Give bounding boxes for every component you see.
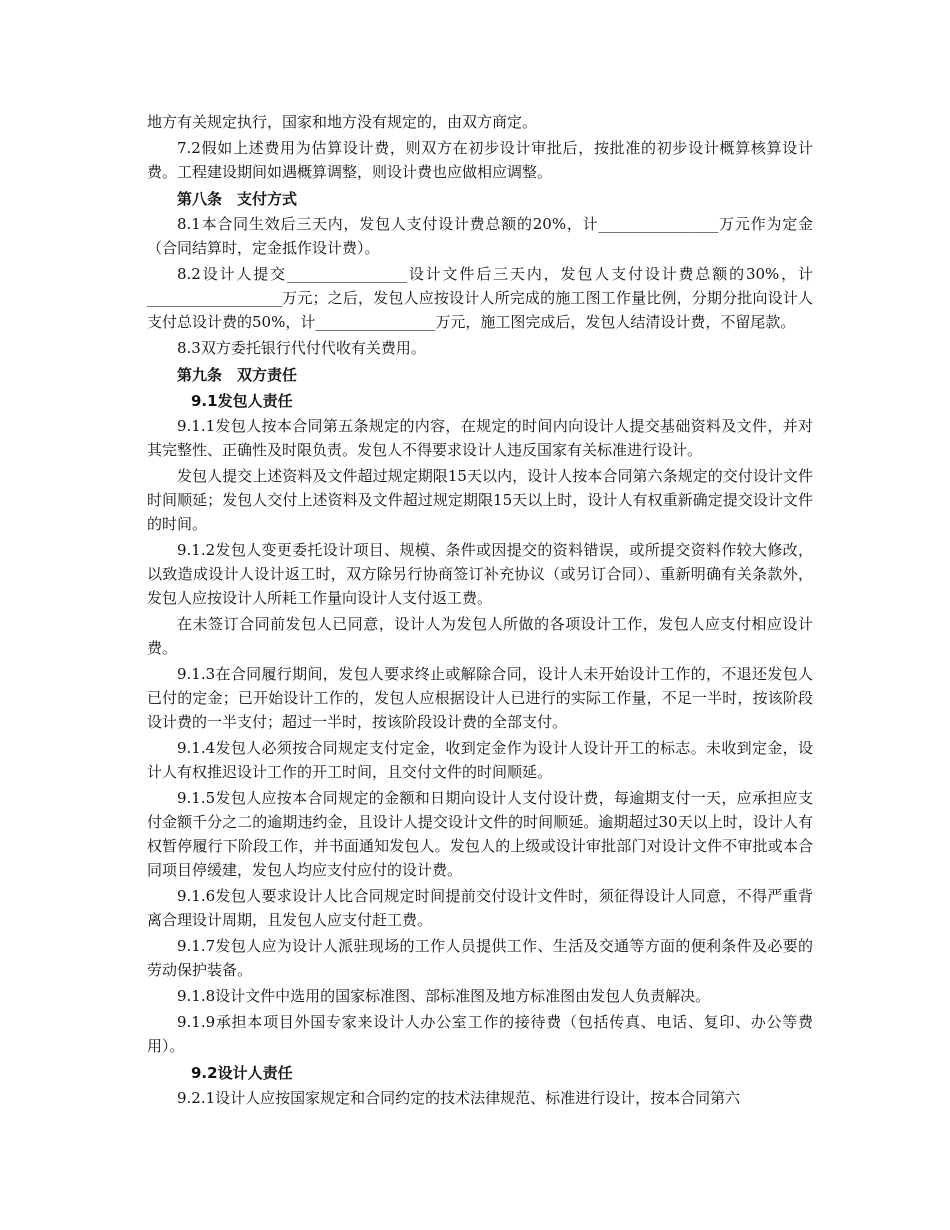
document-body xyxy=(147,110,813,1112)
paragraph-9-1-7: 9.1.7发包人应为设计人派驻现场的工作人员提供工作、生活及交通等方面的便利条件及必要的劳动保护装备。 xyxy=(147,937,813,979)
heading-article-9: 第九条 双方责任 xyxy=(177,366,298,384)
heading-9-1: 9.1发包人责任 xyxy=(191,392,293,410)
paragraph-8-3: 8.3双方委托银行代付代收有关费用。 xyxy=(177,339,426,357)
paragraph-9-1-1: 9.1.1发包人按本合同第五条规定的内容，在规定的时间内向设计人提交基础资料及文件，并对其完整性、正确性及时限负责。发包人不得要求设计人违反国家有关标准进行设计。 xyxy=(147,417,813,459)
heading-article-8: 第八条 支付方式 xyxy=(177,190,298,208)
paragraph-9-1-2: 9.1.2发包人变更委托设计项目、规模、条件或因提交的资料错误，或所提交资料作较大修改，以致造成设计人设计返工时，双方除另行协商签订补充协议（或另订合同）、重新明确有关条款外，发包人应按设计人所耗工作量向设计人支付返工费。 xyxy=(147,541,813,607)
paragraph-9-1-5: 9.1.5发包人应按本合同规定的金额和日期向设计人支付设计费，每逾期支付一天，应承担应支付金额千分之二的逾期违约金，且设计人提交设计文件的时间顺延。逾期超过30天以上时，设计人有权暂停履行下阶段工作，并书面通知发包人。发包人的上级或设计审批部门对设计文件不审批或本合同项目停缓建，发包人均应支付应付的设计费。 xyxy=(147,789,813,879)
paragraph-7-1-continuation: 地方有关规定执行，国家和地方没有规定的，由双方商定。 xyxy=(147,113,538,131)
paragraph-8-1: 8.1本合同生效后三天内，发包人支付设计费总额的20%，计________________万元作为定金（合同结算时，定金抵作设计费）。 xyxy=(147,215,813,257)
heading-9-2: 9.2设计人责任 xyxy=(191,1064,293,1082)
paragraph-9-1-9: 9.1.9承担本项目外国专家来设计人办公室工作的接待费（包括传真、电话、复印、办公等费用）。 xyxy=(147,1013,813,1055)
paragraph-8-2: 8.2设计人提交________________设计文件后三天内，发包人支付设计费总额的30%，计__________________万元；之后，发包人应按设计人所完成的施工图工作量比例，分期分批向设计人支付总设计费的50%，计________________万元，施工图完成后，发包人结清设计费，不留尾款。 xyxy=(147,265,813,331)
paragraph-7-2: 7.2假如上述费用为估算设计费，则双方在初步设计审批后，按批准的初步设计概算核算设计费。工程建设期间如遇概算调整，则设计费也应做相应调整。 xyxy=(147,139,813,181)
paragraph-9-1-4: 9.1.4发包人必须按合同规定支付定金，收到定金作为设计人设计开工的标志。未收到定金，设计人有权推迟设计工作的开工时间，且交付文件的时间顺延。 xyxy=(147,739,813,781)
paragraph-9-1-8: 9.1.8设计文件中选用的国家标准图、部标准图及地方标准图由发包人负责解决。 xyxy=(177,987,711,1005)
paragraph-9-2-1: 9.2.1设计人应按国家规定和合同约定的技术法律规范、标准进行设计，按本合同第六 xyxy=(177,1089,741,1107)
paragraph-9-1-6: 9.1.6发包人要求设计人比合同规定时间提前交付设计文件时，须征得设计人同意，不得严重背离合理设计周期，且发包人应支付赶工费。 xyxy=(147,887,813,929)
paragraph-9-1-2-b: 在未签订合同前发包人已同意，设计人为发包人所做的各项设计工作，发包人应支付相应设计费。 xyxy=(147,615,813,657)
paragraph-9-1-3: 9.1.3在合同履行期间，发包人要求终止或解除合同，设计人未开始设计工作的，不退还发包人已付的定金；已开始设计工作的，发包人应根据设计人已进行的实际工作量，不足一半时，按该阶段设计费的一半支付；超过一半时，按该阶段设计费的全部支付。 xyxy=(147,665,813,731)
paragraph-9-1-1-b: 发包人提交上述资料及文件超过规定期限15天以内，设计人按本合同第六条规定的交付设计文件时间顺延；发包人交付上述资料及文件超过规定期限15天以上时，设计人有权重新确定提交设计文件的时间。 xyxy=(147,467,813,533)
